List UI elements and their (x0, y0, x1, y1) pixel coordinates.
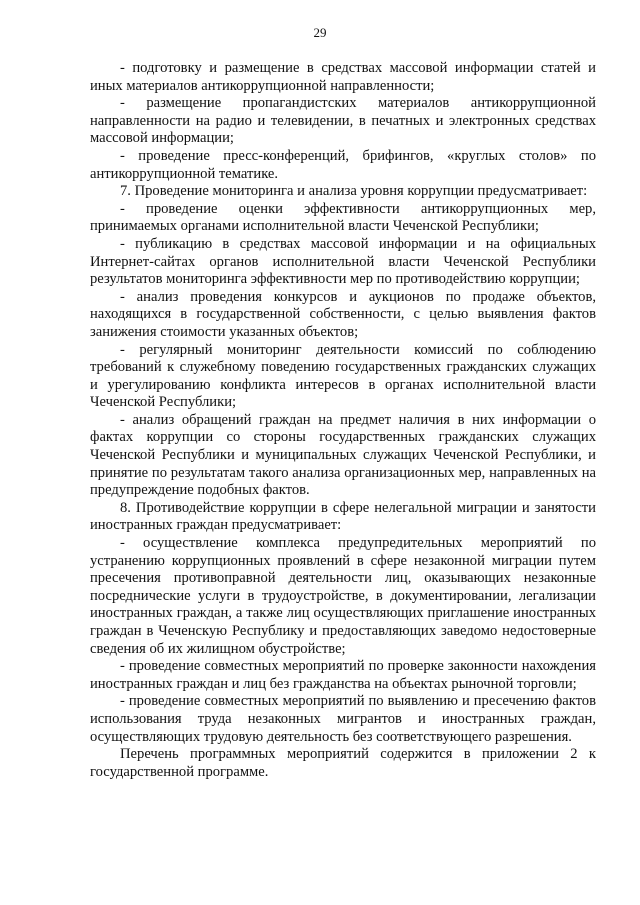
section-7-heading: 7. Проведение мониторинга и анализа уровня коррупции предусматривает: (120, 183, 588, 200)
page-number: 29 (313, 25, 327, 40)
paragraph-11: - осуществление комплекса предупредительных мероприятий по устранению коррупционных проявлений в сфере незаконной миграции путем пресечения противоправной деятельности лиц, оказывающих незаконные посреднические услуги в трудоустройстве, в документировании, легализации иностранных граждан, а также лиц осуществляющих приглашение иностранных граждан в Чеченскую Республику и предоставляющих заведомо недостоверные сведения об их жилищном обустройстве; (90, 535, 596, 657)
paragraph-8: - регулярный мониторинг деятельности комиссий по соблюдению требований к служебному поведению государственных гражданских служащих и урегулированию конфликта интересов в органах исполнительной власти Чеченской Республики; (90, 341, 596, 411)
paragraph-5: - проведение оценки эффективности антикоррупционных мер, принимаемых органами исполнительной власти Чеченской Республики; (90, 200, 596, 235)
section-8-heading: 8. Противодействие коррупции в сфере нелегальной миграции и занятости иностранных граждан предусматривает: (90, 499, 596, 534)
paragraph-6: - публикацию в средствах массовой информации и на официальных Интернет-сайтах органов исполнительной власти Чеченской Республики результатов мониторинга эффективности мер по противодействию коррупции; (90, 235, 596, 288)
body-text (90, 60, 596, 781)
closing-paragraph: Перечень программных мероприятий содержится в приложении 2 к государственной программе. (90, 746, 596, 780)
paragraph-7: - анализ проведения конкурсов и аукционов по продаже объектов, находящихся в государственной собственности, с целью выявления фактов занижения стоимости указанных объектов; (90, 288, 596, 340)
paragraph-3: - проведение пресс-конференций, брифингов, «круглых столов» по антикоррупционной тематике. (90, 147, 596, 182)
paragraph-1: - подготовку и размещение в средствах массовой информации статей и иных материалов антикоррупционной направленности; (90, 60, 596, 94)
paragraph-2: - размещение пропагандистских материалов антикоррупционной направленности на радио и телевидении, в печатных и электронных средствах массовой информации; (90, 95, 596, 147)
paragraph-13: - проведение совместных мероприятий по выявлению и пресечению фактов использования труда незаконных мигрантов и иностранных граждан, осуществляющих трудовую деятельность без соответствующего разрешения. (90, 693, 596, 745)
paragraph-12: - проведение совместных мероприятий по проверке законности нахождения иностранных граждан и лиц без гражданства на объектах рыночной торговли; (90, 658, 596, 692)
paragraph-9: - анализ обращений граждан на предмет наличия в них информации о фактах коррупции со стороны государственных гражданских служащих Чеченской Республики и муниципальных служащих Чеченской Республики, и принятие по результатам такого анализа организационных мер, направленных на предупреждение подобных фактов. (90, 411, 596, 499)
